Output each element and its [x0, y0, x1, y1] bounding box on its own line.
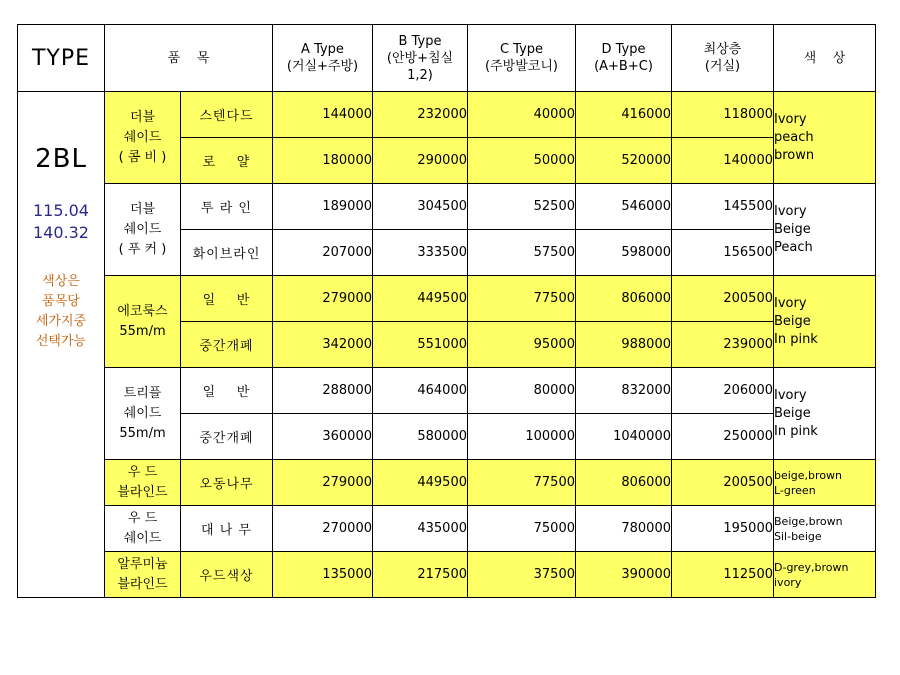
product-variant: 스텐다드: [181, 92, 273, 138]
price-a-type: 189000: [273, 184, 373, 230]
table-row: [18, 506, 876, 552]
price-top-floor: 118000: [672, 92, 774, 138]
color-options: Ivory Beige In pink: [774, 276, 876, 368]
price-c-type: 77500: [468, 276, 576, 322]
price-b-type: 435000: [373, 506, 468, 552]
price-a-type: 342000: [273, 322, 373, 368]
product-variant: 로 얄: [181, 138, 273, 184]
color-note: 색상은 품목당 세가지중 선택가능: [35, 274, 87, 349]
size-values: 115.04 140.32: [33, 201, 89, 242]
header-color: 색 상: [774, 25, 876, 92]
price-a-type: 270000: [273, 506, 373, 552]
price-a-type: 279000: [273, 460, 373, 506]
price-d-type: 390000: [576, 552, 672, 598]
price-a-type: 288000: [273, 368, 373, 414]
price-b-type: 449500: [373, 460, 468, 506]
product-name: 알루미늄 블라인드: [105, 552, 181, 598]
product-name: 더블 쉐이드 ( 푸 커 ): [105, 184, 181, 276]
price-top-floor: 112500: [672, 552, 774, 598]
side-info: [18, 92, 105, 598]
table-row: [18, 460, 876, 506]
price-d-type: 520000: [576, 138, 672, 184]
price-d-type: 1040000: [576, 414, 672, 460]
header-c-type: C Type (주방발코니): [468, 25, 576, 92]
price-b-type: 551000: [373, 322, 468, 368]
header-b-type: B Type (안방+침실1,2): [373, 25, 468, 92]
price-b-type: 449500: [373, 276, 468, 322]
color-options: Beige,brown Sil-beige: [774, 506, 876, 552]
header-a-type: A Type (거실+주방): [273, 25, 373, 92]
price-c-type: 37500: [468, 552, 576, 598]
table-row: [18, 184, 876, 230]
price-table: [17, 24, 876, 598]
price-c-type: 52500: [468, 184, 576, 230]
price-top-floor: 145500: [672, 184, 774, 230]
table-row: [18, 368, 876, 414]
product-name: 더블 쉐이드 ( 콤 비 ): [105, 92, 181, 184]
price-c-type: 40000: [468, 92, 576, 138]
price-c-type: 57500: [468, 230, 576, 276]
product-name: 트리플 쉐이드 55m/m: [105, 368, 181, 460]
price-a-type: 360000: [273, 414, 373, 460]
header-type: TYPE: [18, 25, 105, 92]
header-row: [18, 25, 876, 92]
price-d-type: 988000: [576, 322, 672, 368]
price-c-type: 50000: [468, 138, 576, 184]
product-name: 우 드 블라인드: [105, 460, 181, 506]
header-top-floor: 최상층 (거실): [672, 25, 774, 92]
price-top-floor: 195000: [672, 506, 774, 552]
price-d-type: 806000: [576, 276, 672, 322]
price-c-type: 95000: [468, 322, 576, 368]
price-d-type: 416000: [576, 92, 672, 138]
product-variant: 중간개폐: [181, 414, 273, 460]
price-c-type: 100000: [468, 414, 576, 460]
price-b-type: 232000: [373, 92, 468, 138]
price-b-type: 464000: [373, 368, 468, 414]
price-top-floor: 250000: [672, 414, 774, 460]
product-name: 우 드 쉐이드: [105, 506, 181, 552]
product-variant: 우드색상: [181, 552, 273, 598]
product-variant: 투 라 인: [181, 184, 273, 230]
price-c-type: 77500: [468, 460, 576, 506]
price-c-type: 75000: [468, 506, 576, 552]
product-variant: 일 반: [181, 276, 273, 322]
product-variant: 화이브라인: [181, 230, 273, 276]
price-a-type: 207000: [273, 230, 373, 276]
price-top-floor: 140000: [672, 138, 774, 184]
model-label: 2BL: [35, 144, 87, 174]
color-options: D-grey,brown ivory: [774, 552, 876, 598]
price-d-type: 598000: [576, 230, 672, 276]
price-b-type: 580000: [373, 414, 468, 460]
price-b-type: 333500: [373, 230, 468, 276]
price-top-floor: 239000: [672, 322, 774, 368]
table-row: [18, 276, 876, 322]
price-top-floor: 200500: [672, 460, 774, 506]
color-options: beige,brown L-green: [774, 460, 876, 506]
price-d-type: 780000: [576, 506, 672, 552]
header-d-type: D Type (A+B+C): [576, 25, 672, 92]
table-row: [18, 552, 876, 598]
price-a-type: 180000: [273, 138, 373, 184]
price-d-type: 832000: [576, 368, 672, 414]
price-b-type: 217500: [373, 552, 468, 598]
price-d-type: 546000: [576, 184, 672, 230]
product-variant: 오동나무: [181, 460, 273, 506]
color-options: Ivory Beige Peach: [774, 184, 876, 276]
header-item: 품 목: [105, 25, 273, 92]
price-b-type: 304500: [373, 184, 468, 230]
product-variant: 중간개폐: [181, 322, 273, 368]
price-a-type: 135000: [273, 552, 373, 598]
product-variant: 대 나 무: [181, 506, 273, 552]
product-variant: 일 반: [181, 368, 273, 414]
price-top-floor: 200500: [672, 276, 774, 322]
price-top-floor: 156500: [672, 230, 774, 276]
price-a-type: 279000: [273, 276, 373, 322]
color-options: Ivory peach brown: [774, 92, 876, 184]
price-c-type: 80000: [468, 368, 576, 414]
price-d-type: 806000: [576, 460, 672, 506]
color-options: Ivory Beige In pink: [774, 368, 876, 460]
price-b-type: 290000: [373, 138, 468, 184]
price-a-type: 144000: [273, 92, 373, 138]
table-row: [18, 92, 876, 138]
price-top-floor: 206000: [672, 368, 774, 414]
product-name: 에코룩스 55m/m: [105, 276, 181, 368]
